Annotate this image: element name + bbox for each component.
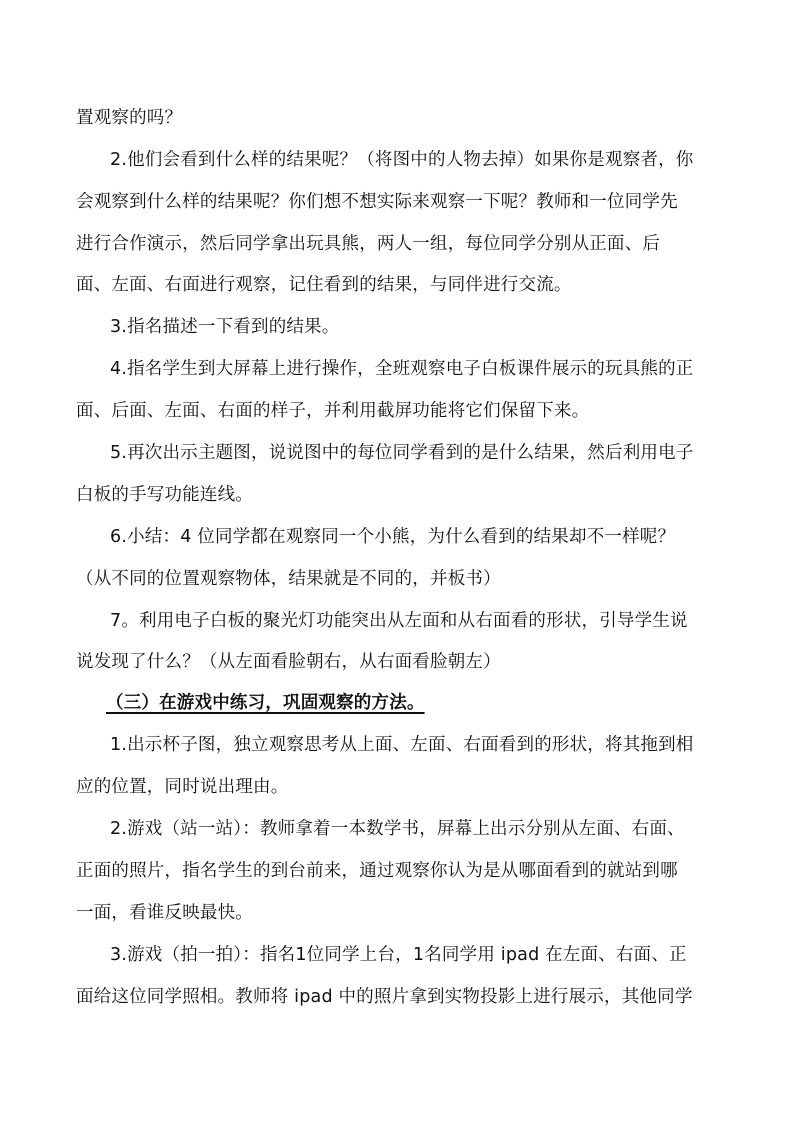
paragraph-2-line-1: 2.他们会看到什么样的结果呢？（将图中的人物去掉）如果你是观察者，你 <box>110 150 694 170</box>
exercise-2-line-2: 正面的照片，指名学生的到台前来，通过观察你认为是从哪面看到的就站到哪 <box>76 861 678 881</box>
paragraph-6-line-2: （从不同的位置观察物体，结果就是不同的，并板书） <box>76 569 501 589</box>
paragraph-2-line-2: 会观察到什么样的结果呢？你们想不想实际来观察一下呢？教师和一位同学先 <box>76 192 678 212</box>
section-heading: （三）在游戏中练习，巩固观察的方法。 <box>106 693 425 713</box>
paragraph-4-line-2: 面、后面、左面、右面的样子，并利用截屏功能将它们保留下来。 <box>76 401 590 421</box>
exercise-1-line-2: 应的位置，同时说出理由。 <box>76 777 289 797</box>
exercise-1-line-1: 1.出示杯子图，独立观察思考从上面、左面、右面看到的形状，将其拖到相 <box>110 735 694 755</box>
paragraph-2-line-3: 进行合作演示，然后同学拿出玩具熊，两人一组，每位同学分别从正面、后 <box>76 234 661 254</box>
paragraph-5-line-2: 白板的手写功能连线。 <box>76 485 253 505</box>
exercise-3-line-2: 面给这位同学照相。教师将 ipad 中的照片拿到实物投影上进行展示，其他同学 <box>76 987 693 1007</box>
exercise-3-line-1: 3.游戏（拍一拍）：指名1位同学上台，1名同学用 ipad 在左面、右面、正 <box>110 945 687 965</box>
paragraph-3: 3.指名描述一下看到的结果。 <box>110 317 340 337</box>
text-line: 置观察的吗？ <box>76 108 183 128</box>
paragraph-2-line-4: 面、左面、右面进行观察，记住看到的结果，与同伴进行交流。 <box>76 275 572 295</box>
paragraph-7-line-2: 说发现了什么？（从左面看脸朝右，从右面看脸朝左） <box>76 652 501 672</box>
exercise-2-line-3: 一面，看谁反映最快。 <box>76 903 253 923</box>
paragraph-4-line-1: 4.指名学生到大屏幕上进行操作，全班观察电子白板课件展示的玩具熊的正 <box>110 359 694 379</box>
paragraph-7-line-1: 7。利用电子白板的聚光灯功能突出从左面和从右面看的形状，引导学生说 <box>110 611 688 631</box>
paragraph-6-line-1: 6.小结：4 位同学都在观察同一个小熊，为什么看到的结果却不一样呢？ <box>110 527 676 547</box>
paragraph-5-line-1: 5.再次出示主题图，说说图中的每位同学看到的是什么结果，然后利用电子 <box>110 443 694 463</box>
exercise-2-line-1: 2.游戏（站一站）：教师拿着一本数学书，屏幕上出示分别从左面、右面、 <box>110 819 685 839</box>
